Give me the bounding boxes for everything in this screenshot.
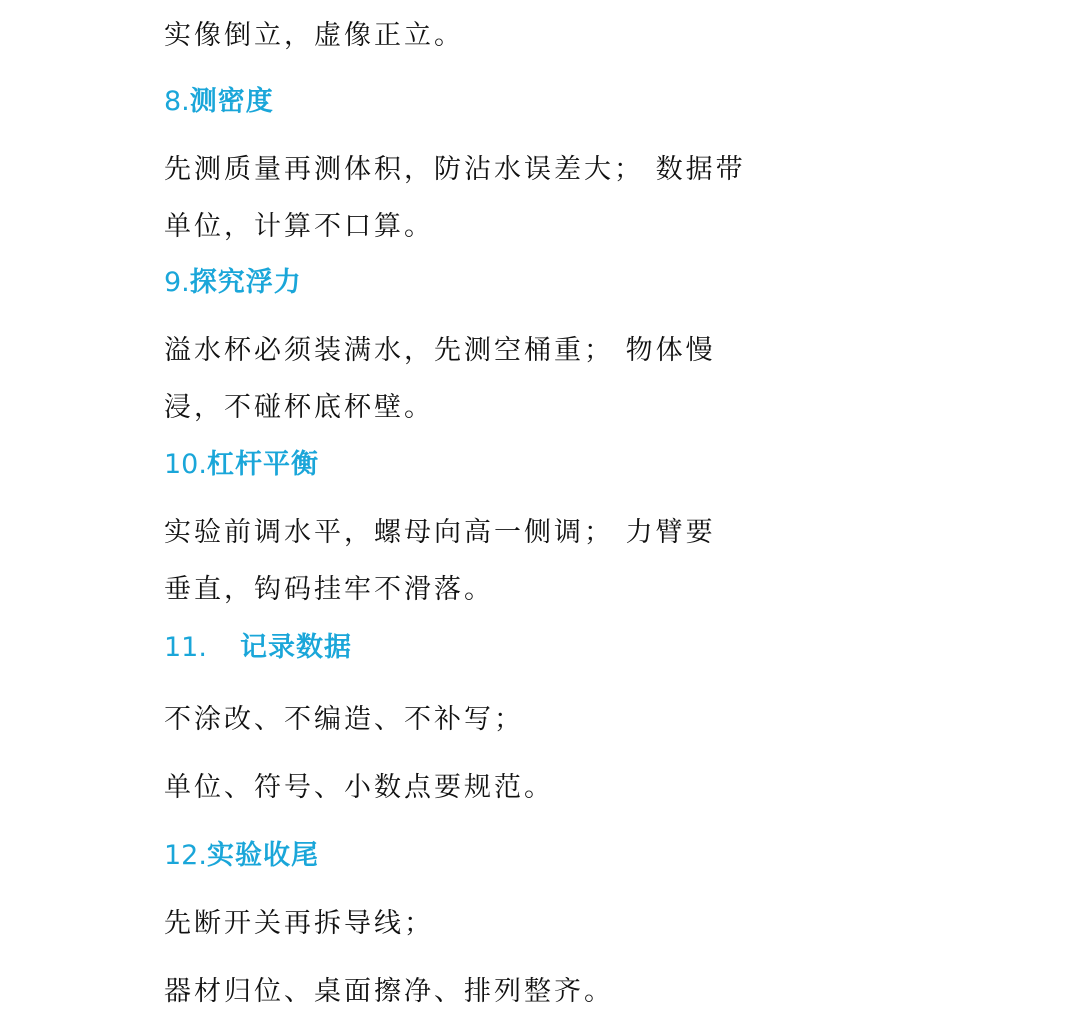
section-title: 探究浮力 [189,267,302,298]
body-line: 垂直，钩码挂牢不滑落。 [164,574,494,605]
section-heading-8 [164,82,274,122]
section-number: 10. [164,449,207,480]
section-number: 8. [164,86,190,117]
section-number: 11. [164,632,207,663]
section-heading-10 [164,445,319,485]
section-heading-12 [164,836,319,876]
section-number: 12. [164,840,207,871]
section-heading-11 [164,628,352,668]
body-line: 实验前调水平，螺母向高一侧调； 力臂要 [164,517,716,548]
body-line: 溢水杯必须装满水，先测空桶重； 物体慢 [164,335,716,366]
section-title: 实验收尾 [206,840,319,871]
section-title: 杠杆平衡 [206,449,319,480]
section-title: 记录数据 [240,632,352,663]
body-line: 不涂改、不编造、不补写； [164,704,524,735]
section-heading-9 [164,263,302,303]
body-line: 浸，不碰杯底杯壁。 [164,392,434,423]
body-line: 器材归位、桌面擦净、排列整齐。 [164,976,614,1007]
body-line: 实像倒立，虚像正立。 [164,20,464,51]
section-number: 9. [164,267,190,298]
body-line: 单位，计算不口算。 [164,211,434,242]
section-title: 测密度 [189,86,274,117]
body-line: 单位、符号、小数点要规范。 [164,772,554,803]
body-line: 先断开关再拆导线； [164,908,434,939]
body-line: 先测质量再测体积，防沾水误差大； 数据带 [164,154,746,185]
